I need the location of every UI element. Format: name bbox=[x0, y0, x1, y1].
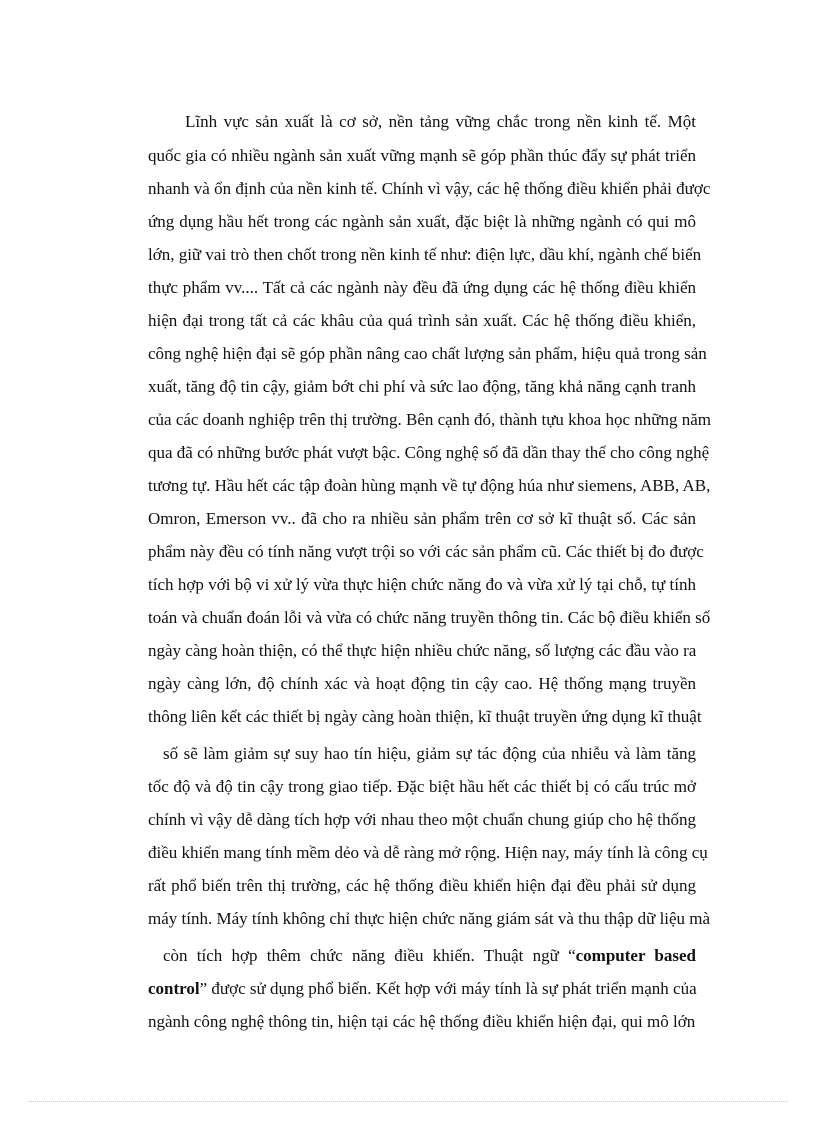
paragraph-1-line-12: tương tự. Hầu hết các tập đoàn hùng mạnh về tự động húa như siemens, ABB, AB, bbox=[148, 476, 711, 495]
paragraph-1-line-4: ứng dụng hầu hết trong các ngành sản xuất, đặc biệt là những ngành có qui mô bbox=[148, 212, 696, 231]
paragraph-3-line-3: ngành công nghệ thông tin, hiện tại các hệ thống điều khiển hiện đại, qui mô lớn bbox=[148, 1012, 696, 1031]
paragraph-1-line-9: xuất, tăng độ tin cậy, giảm bớt chi phí và sức lao động, tăng khả năng cạnh tranh bbox=[148, 377, 696, 396]
paragraph-3-line-2 bbox=[148, 979, 696, 999]
paragraph-1-line-13: Omron, Emerson vv.. đã cho ra nhiều sản phẩm trên cơ sở kĩ thuật số. Các sản bbox=[148, 509, 696, 528]
paragraph-1-line-5: lớn, giữ vai trò then chốt trong nền kinh tế như: điện lực, dầu khí, ngành chế biến bbox=[148, 245, 702, 264]
paragraph-1-line-14: phẩm này đều có tính năng vượt trội so với các sản phẩm cũ. Các thiết bị đo được bbox=[148, 542, 704, 561]
paragraph-3-line-2-text: ” được sử dụng phổ biến. Kết hợp với máy tính là sự phát triển mạnh của bbox=[199, 979, 697, 998]
paragraph-1-line-16: toán và chuẩn đoán lỗi và vừa có chức năng truyền thông tin. Các bộ điều khiển số bbox=[148, 608, 711, 627]
page-bottom-rule bbox=[28, 1101, 788, 1102]
paragraph-1-line-18: ngày càng lớn, độ chính xác và hoạt động tin cậy cao. Hệ thống mạng truyền bbox=[148, 674, 696, 693]
paragraph-1-line-10: của các doanh nghiệp trên thị trường. Bên cạnh đó, thành tựu khoa học những năm bbox=[148, 410, 712, 429]
paragraph-3-line-1 bbox=[163, 946, 696, 966]
paragraph-1-line-2: quốc gia có nhiều ngành sản xuất vững mạnh sẽ góp phần thúc đẩy sự phát triển bbox=[148, 146, 696, 165]
paragraph-1-line-17: ngày càng hoàn thiện, có thể thực hiện nhiều chức năng, số lượng các đầu vào ra bbox=[148, 641, 697, 660]
paragraph-1-line-6: thực phẩm vv.... Tất cả các ngành này đều đã ứng dụng các hệ thống điều khiển bbox=[148, 278, 696, 297]
paragraph-1-line-3: nhanh và ổn định của nền kinh tế. Chính vì vậy, các hệ thống điều khiển phải được bbox=[148, 179, 711, 198]
paragraph-2-line-5: rất phổ biến trên thị trường, các hệ thống điều khiển hiện đại đều phải sử dụng bbox=[148, 876, 696, 895]
bold-term-computer-based: computer based bbox=[575, 946, 696, 965]
paragraph-2-line-3: chính vì vậy dễ dàng tích hợp với nhau theo một chuẩn chung giúp cho hệ thống bbox=[148, 810, 696, 829]
paragraph-2-line-2: tốc độ và độ tin cậy trong giao tiếp. Đặc biệt hầu hết các thiết bị có cấu trúc mở bbox=[148, 777, 696, 796]
paragraph-1-line-7: hiện đại trong tất cả các khâu của quá trình sản xuất. Các hệ thống điều khiển, bbox=[148, 311, 696, 330]
paragraph-3-line-1-text: còn tích hợp thêm chức năng điều khiển. Thuật ngữ “ bbox=[163, 946, 576, 965]
bold-term-control: control bbox=[148, 979, 200, 998]
paragraph-2-line-1: số sẽ làm giảm sự suy hao tín hiệu, giảm sự tác động của nhiễu và làm tăng bbox=[163, 744, 696, 763]
paragraph-1-line-11: qua đã có những bước phát vượt bậc. Công nghệ số đã dần thay thế cho công nghệ bbox=[148, 443, 710, 462]
paragraph-1-line-15: tích hợp với bộ vi xử lý vừa thực hiện chức năng đo và vừa xử lý tại chỗ, tự tính bbox=[148, 575, 696, 594]
paragraph-2-line-4: điều khiển mang tính mềm dẻo và dễ ràng mở rộng. Hiện nay, máy tính là công cụ bbox=[148, 843, 708, 862]
paragraph-1-line-1: Lĩnh vực sản xuất là cơ sở, nền tảng vững chắc trong nền kinh tế. Một bbox=[185, 112, 696, 131]
paragraph-1-line-19: thông liên kết các thiết bị ngày càng hoàn thiện, kĩ thuật truyền ứng dụng kĩ thuật bbox=[148, 707, 702, 726]
paragraph-2-line-6: máy tính. Máy tính không chỉ thực hiện chức năng giám sát và thu thập dữ liệu mà bbox=[148, 909, 711, 928]
paragraph-1-line-8: công nghệ hiện đại sẽ góp phần nâng cao chất lượng sản phẩm, hiệu quả trong sản bbox=[148, 344, 707, 363]
